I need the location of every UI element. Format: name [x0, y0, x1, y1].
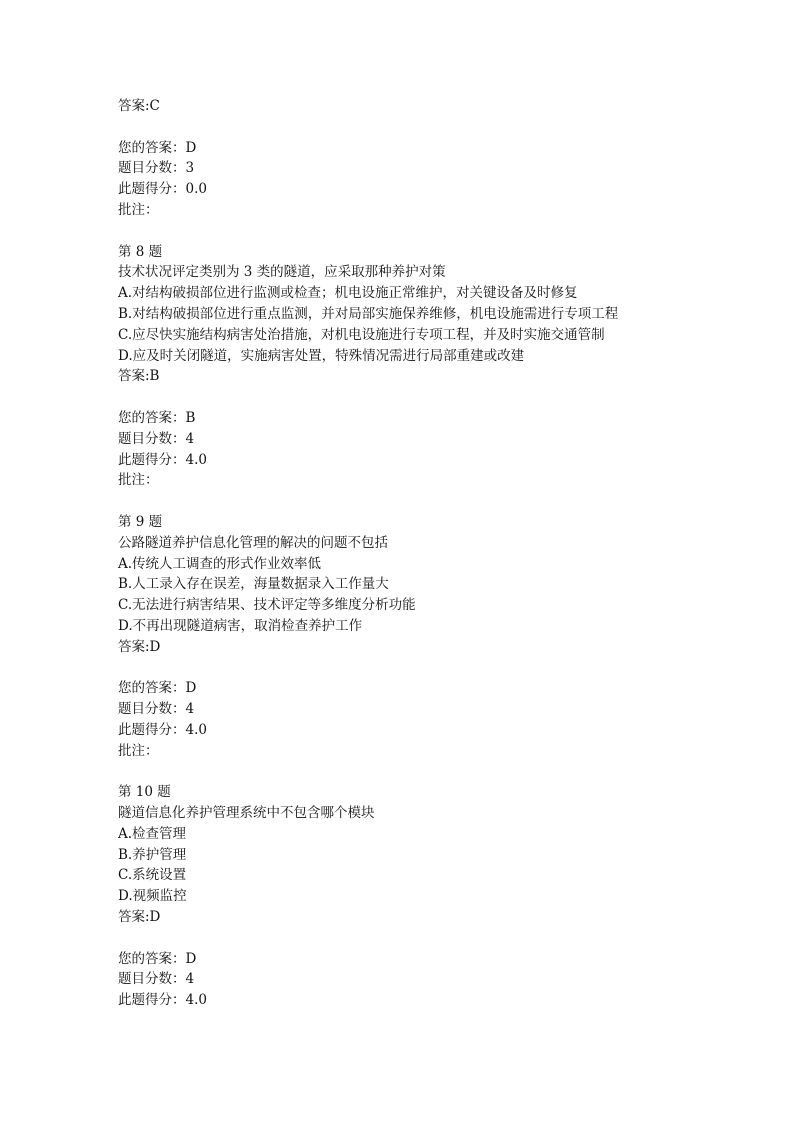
your-answer: 您的答案：D [118, 950, 197, 967]
question-block [118, 242, 758, 492]
document-page [118, 96, 758, 1011]
option-b: B.养护管理 [118, 846, 187, 863]
option-d: D.应及时关闭隧道，实施病害处置，特殊情况需进行局部重建或改建 [118, 347, 525, 364]
your-answer: 您的答案：D [118, 680, 197, 697]
option-c: C.应尽快实施结构病害处治措施，对机电设施进行专项工程，并及时实施交通管制 [118, 326, 605, 343]
answer-key: 答案:C [118, 98, 160, 114]
comment-label: 批注： [118, 201, 159, 218]
question-score: 此题得分：4.0 [118, 721, 207, 738]
question-points: 题目分数：4 [118, 971, 195, 988]
question-stem: 隧道信息化养护管理系统中不包含哪个模块 [118, 805, 375, 822]
answer-key: 答案:D [118, 638, 161, 655]
option-a: A.传统人工调查的形式作业效率低 [118, 555, 322, 572]
your-answer: 您的答案：B [118, 409, 196, 426]
option-c: C.系统设置 [118, 867, 187, 884]
question-stem: 公路隧道养护信息化管理的解决的问题不包括 [118, 534, 388, 551]
question-score: 此题得分：4.0 [118, 451, 207, 468]
comment-label: 批注： [118, 472, 159, 489]
question-number: 第 8 题 [118, 243, 163, 260]
comment-label: 批注： [118, 742, 159, 759]
question-stem: 技术状况评定类别为 3 类的隧道，应采取那种养护对策 [118, 264, 446, 281]
question-points: 题目分数：4 [118, 701, 195, 718]
answer-key: 答案:B [118, 368, 160, 385]
option-b: B.对结构破损部位进行重点监测，并对局部实施保养维修，机电设施需进行专项工程 [118, 305, 619, 322]
your-answer: 您的答案：D [118, 139, 197, 156]
option-b: B.人工录入存在误差，海量数据录入工作量大 [118, 576, 389, 593]
question-points: 题目分数：3 [118, 160, 195, 177]
question-number: 第 9 题 [118, 513, 163, 530]
option-a: A.对结构破损部位进行监测或检查；机电设施正常维护，对关键设备及时修复 [118, 285, 578, 302]
option-c: C.无法进行病害结果、技术评定等多维度分析功能 [118, 597, 416, 614]
question-number: 第 10 题 [118, 784, 171, 801]
option-d: D.视频监控 [118, 888, 187, 905]
option-d: D.不再出现隧道病害，取消检查养护工作 [118, 617, 363, 634]
question-score: 此题得分：0.0 [118, 181, 207, 198]
question-score: 此题得分：4.0 [118, 992, 207, 1009]
answer-key: 答案:D [118, 909, 161, 926]
question-block [118, 512, 758, 762]
question-block [118, 782, 758, 1011]
question-points: 题目分数：4 [118, 430, 195, 447]
option-a: A.检查管理 [118, 825, 187, 842]
